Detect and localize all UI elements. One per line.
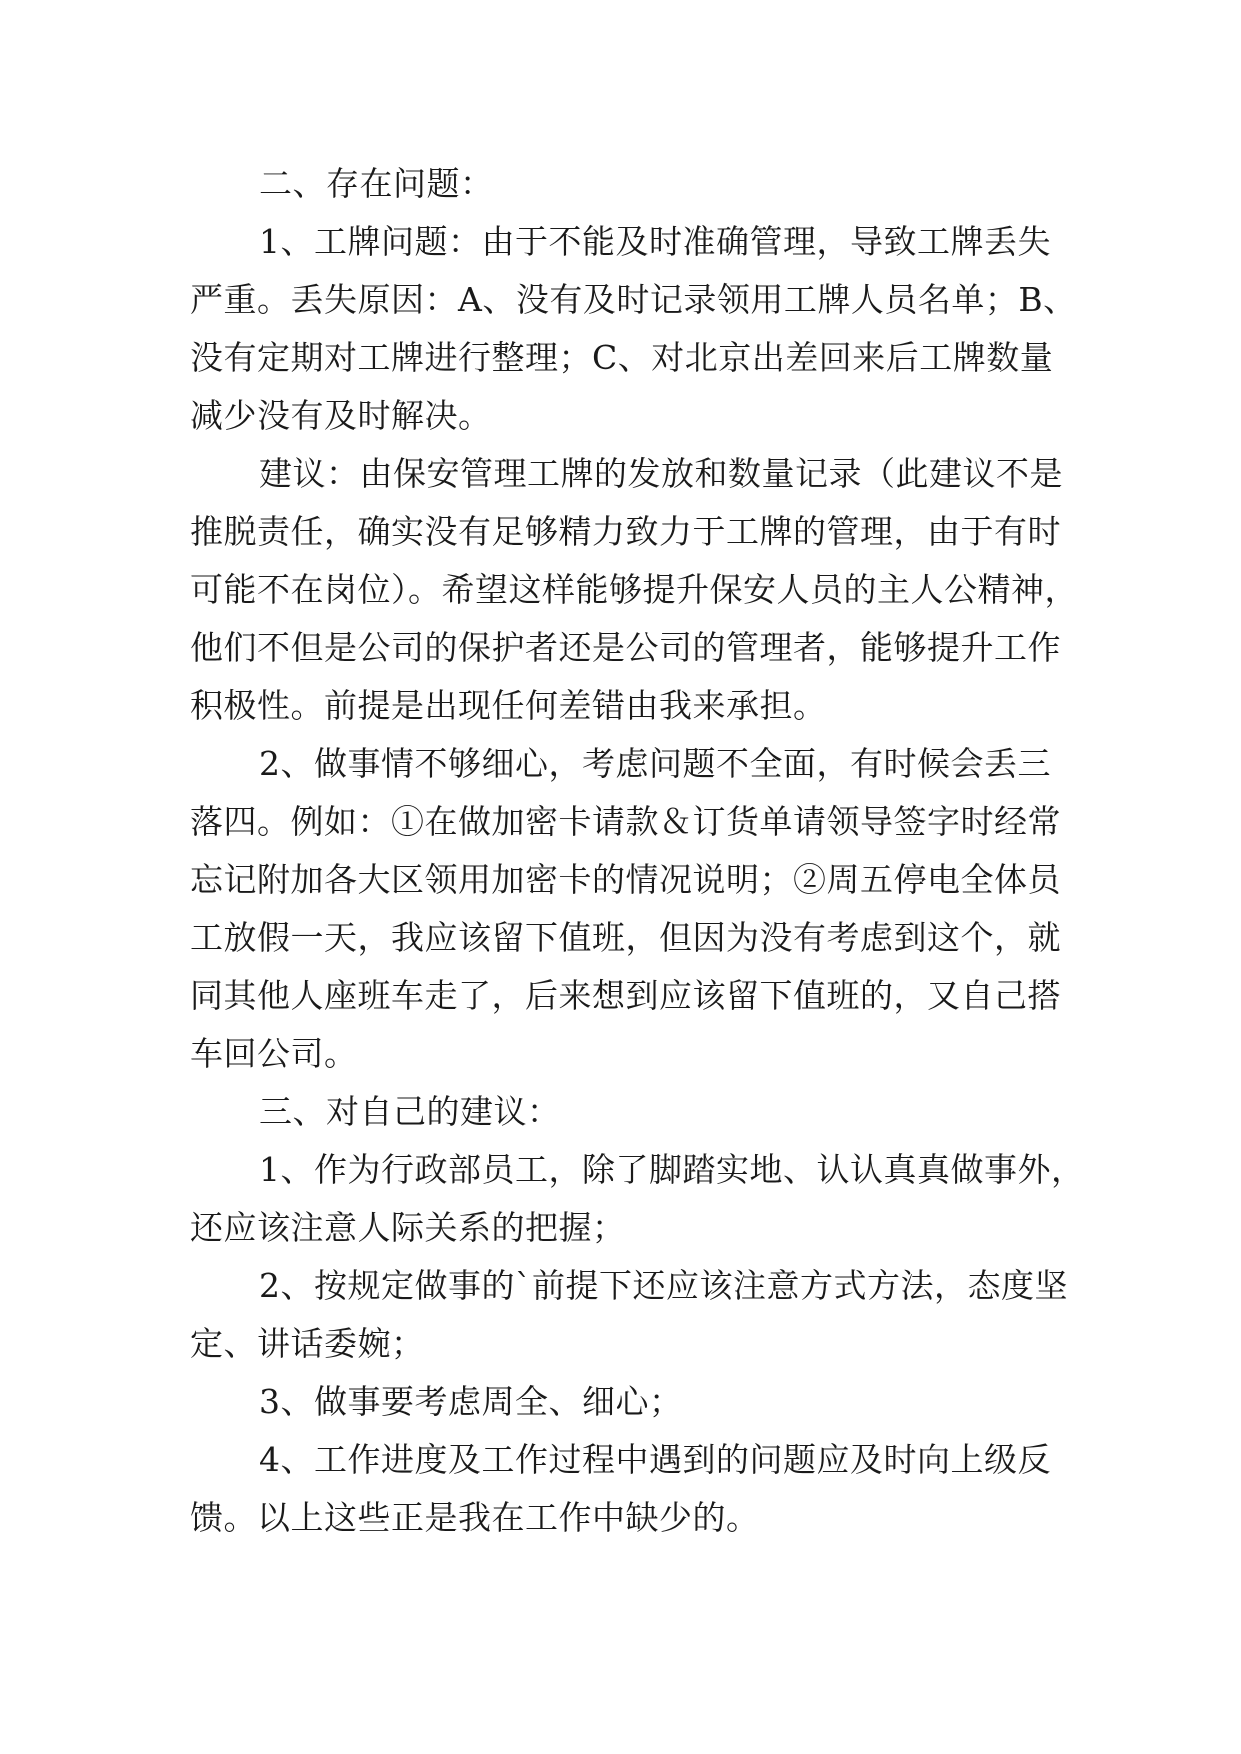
- section-heading-problems: 二、存在问题：: [259, 164, 494, 203]
- paragraph-line: 落四。例如：①在做加密卡请款＆订货单请领导签字时经常: [190, 802, 1061, 841]
- paragraph-line: 1、作为行政部员工，除了脚踏实地、认认真真做事外，: [259, 1150, 1085, 1189]
- paragraph-line: 严重。丢失原因：A、没有及时记录领用工牌人员名单；B、: [190, 280, 1077, 319]
- paragraph-line: 1、工牌问题：由于不能及时准确管理，导致工牌丢失: [259, 222, 1051, 261]
- paragraph-line: 积极性。前提是出现任何差错由我来承担。: [190, 686, 827, 725]
- paragraph-line: 还应该注意人际关系的把握；: [190, 1208, 626, 1247]
- paragraph-line: 3、做事要考虑周全、细心；: [259, 1382, 683, 1421]
- paragraph-line: 馈。以上这些正是我在工作中缺少的。: [190, 1498, 760, 1537]
- paragraph-line: 4、工作进度及工作过程中遇到的问题应及时向上级反: [259, 1440, 1051, 1479]
- paragraph-line: 没有定期对工牌进行整理；C、对北京出差回来后工牌数量: [190, 338, 1054, 377]
- paragraph-line: 车回公司。: [190, 1034, 358, 1073]
- paragraph-line: 他们不但是公司的保护者还是公司的管理者，能够提升工作: [190, 628, 1061, 667]
- paragraph-line: 忘记附加各大区领用加密卡的情况说明；②周五停电全体员: [190, 860, 1061, 899]
- paragraph-line: 同其他人座班车走了，后来想到应该留下值班的，又自己搭: [190, 976, 1061, 1015]
- paragraph-line: 定、讲话委婉；: [190, 1324, 425, 1363]
- paragraph-line: 工放假一天，我应该留下值班，但因为没有考虑到这个，就: [190, 918, 1061, 957]
- paragraph-line: 推脱责任，确实没有足够精力致力于工牌的管理，由于有时: [190, 512, 1061, 551]
- paragraph-line: 2、按规定做事的`前提下还应该注意方式方法，态度坚: [259, 1266, 1068, 1305]
- paragraph-line: 建议：由保安管理工牌的发放和数量记录（此建议不是: [259, 454, 1063, 493]
- section-heading-suggestions: 三、对自己的建议：: [259, 1092, 561, 1131]
- paragraph-line: 可能不在岗位）。希望这样能够提升保安人员的主人公精神，: [190, 570, 1078, 609]
- paragraph-line: 2、做事情不够细心，考虑问题不全面，有时候会丢三: [259, 744, 1051, 783]
- paragraph-line: 减少没有及时解决。: [190, 396, 492, 435]
